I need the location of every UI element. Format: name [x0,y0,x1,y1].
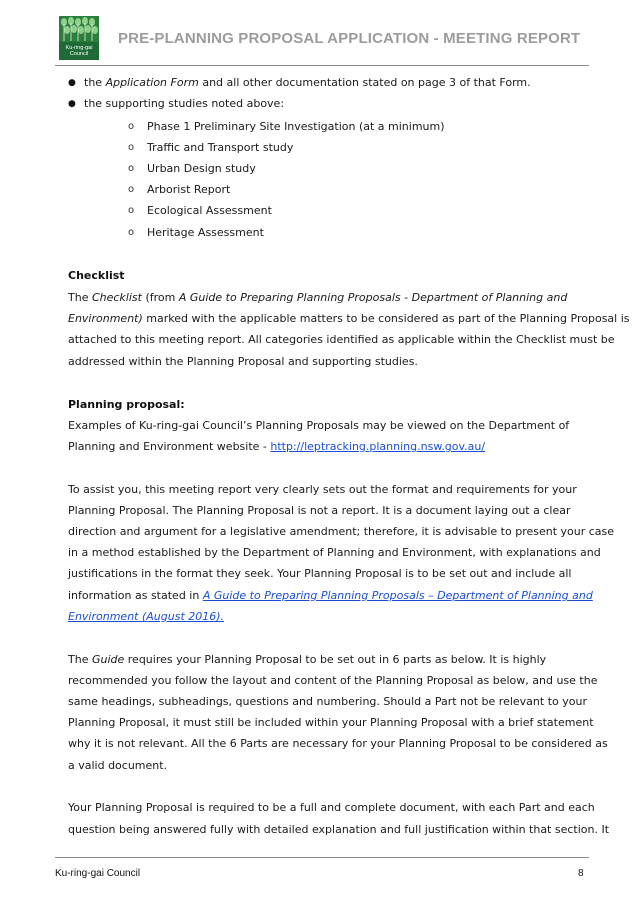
study-item: Phase 1 Preliminary Site Investigation (at a minimum) [147,120,445,133]
logo-text-line2: Council [69,51,89,57]
paragraph-line: Planning Proposal. The Planning Proposal is not a report. It is a document laying out a clear [68,504,571,517]
text-run: The [68,653,92,666]
bullet-application-form [84,76,531,90]
header-title: PRE-PLANNING PROPOSAL APPLICATION - MEETING REPORT [118,30,581,47]
circle-bullet-icon: o [128,227,135,238]
paragraph-line: a valid document. [68,759,168,772]
bullet-text: the [84,76,106,89]
text-run: The [68,291,92,304]
circle-bullet-icon: o [128,205,135,216]
circle-bullet-icon: o [128,163,135,174]
circle-bullet-icon: o [128,142,135,153]
text-run: (from [141,291,179,304]
guide-link[interactable]: A Guide to Preparing Planning Proposals – Department of Planning and [202,589,593,602]
guide-title-emphasis: Environment) [68,312,143,325]
paragraph-line: why it is not relevant. All the 6 Parts are necessary for your Planning Proposal to be considered as [68,737,608,750]
text-run: marked with the applicable matters to be considered as part of the Planning Proposal is [142,312,630,325]
text-run: information as stated in [68,589,203,602]
paragraph-line: Examples of Ku-ring-gai Council’s Planning Proposals may be viewed on the Department of [68,419,570,432]
checklist-emphasis: Checklist [91,291,142,304]
paragraph-line: recommended you follow the layout and content of the Planning Proposal as below, and use the [68,674,598,687]
paragraph-line [68,653,546,667]
paragraph-line: in a method established by the Department of Planning and Environment, with explanations and [68,546,601,559]
study-item: Urban Design study [147,162,256,175]
guide-title-emphasis: A Guide to Preparing Planning Proposals - Department of Planning and [178,291,568,304]
circle-bullet-icon: o [128,184,135,195]
footer-organisation: Ku-ring-gai Council [55,868,141,879]
study-item: Arborist Report [147,183,231,196]
checklist-line [68,291,567,305]
paragraph-line: Planning Proposal, it must still be included within your Planning Proposal with a brief statement [68,716,594,729]
council-logo [59,16,99,60]
study-item: Ecological Assessment [147,204,272,217]
bullet-icon: ● [68,78,76,88]
page-number: 8 [578,868,584,879]
paragraph-line: direction and argument for a legislative amendment; therefore, it is advisable to present your case [68,525,615,538]
paragraph-line [68,610,224,624]
checklist-line [68,312,630,326]
paragraph-line: Your Planning Proposal is required to be a full and complete document, with each Part and each [68,801,595,814]
logo-text-line1: Ku-ring-gai [65,45,93,51]
paragraph-line: question being answered fully with detailed explanation and full justification within that section. It [68,823,610,836]
planning-proposal-heading: Planning proposal: [68,398,185,411]
paragraph-line: justifications in the format they seek. Your Planning Proposal is to be set out and include all [68,567,572,580]
text-run: requires your Planning Proposal to be set out in 6 parts as below. It is highly [124,653,547,666]
header-divider [55,65,589,66]
paragraph-line [68,589,593,603]
tree-logo-icon [59,16,99,42]
study-item: Heritage Assessment [147,226,264,239]
text-run: Planning and Environment website - [68,440,271,453]
checklist-line: attached to this meeting report. All categories identified as applicable within the Checklist must be [68,333,615,346]
leptracking-link[interactable]: http://leptracking.planning.nsw.gov.au/ [270,440,486,453]
study-item: Traffic and Transport study [147,141,294,154]
guide-link-continued[interactable]: Environment (August 2016). [68,610,225,623]
bullet-supporting-studies: the supporting studies noted above: [84,97,285,110]
application-form-emphasis: Application Form [105,76,199,89]
guide-emphasis: Guide [91,653,125,666]
footer-divider [55,857,589,858]
bullet-text: and all other documentation stated on page 3 of that Form. [198,76,531,89]
checklist-heading: Checklist [68,269,125,282]
checklist-line: addressed within the Planning Proposal and supporting studies. [68,355,418,368]
paragraph-line [68,440,485,454]
circle-bullet-icon: o [128,121,135,132]
paragraph-line: same headings, subheadings, questions and numbering. Should a Part not be relevant to your [68,695,587,708]
bullet-icon: ● [68,99,76,109]
paragraph-line: To assist you, this meeting report very clearly sets out the format and requirements for your [68,483,577,496]
